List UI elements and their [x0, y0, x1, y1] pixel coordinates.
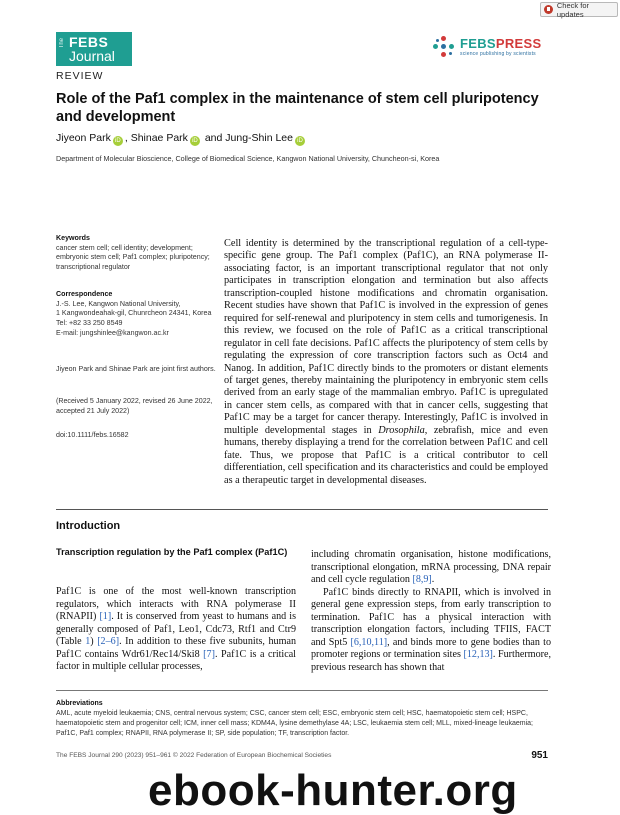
subsection-heading: Transcription regulation by the Paf1 complex (Paf1C) — [56, 547, 288, 557]
page-number: 951 — [531, 750, 548, 761]
abbreviations-text: AML, acute myeloid leukaemia; CNS, central nervous system; CSC, cancer stem cell; ESC, embryonic stem cell; HSC, haematopoietic stem cell; HSPC, haematopoietic stem and progenitor cell; ICM, inner cell mass; KDM4A, lysine demethylase 4A; LSC, leukaemia stem cell; MLL, mixed-lineage leukaemia; Paf1C, Paf1 complex; RNAPII, RNA polymerase II; SP, side population; TF, transcription factor. — [56, 710, 533, 737]
citation-link[interactable]: [7] — [203, 648, 215, 660]
section-divider — [56, 509, 548, 510]
author-name[interactable]: Jiyeon Park — [56, 132, 111, 144]
journal-logo-the: The — [59, 38, 65, 49]
correspondence-tel: Tel: +82 33 250 8549 — [56, 319, 123, 328]
journal-logo-febs: FEBS — [69, 34, 109, 50]
check-updates-label: Check for updates — [556, 0, 589, 19]
keywords-heading: Keywords — [56, 234, 90, 242]
febs-press-tagline: science publishing by scientists — [460, 51, 536, 57]
table-link[interactable]: 1 — [85, 636, 91, 647]
orcid-icon[interactable]: iD — [113, 136, 123, 146]
author-name[interactable]: Shinae Park — [130, 132, 188, 144]
orcid-icon[interactable]: iD — [190, 136, 200, 146]
section-heading-introduction: Introduction — [56, 520, 121, 532]
citation-link[interactable]: [1] — [99, 611, 112, 622]
keywords-text: cancer stem cell; cell identity; development; embryonic stem cell; Paf1 complex; pluripotency; transcriptional regulator — [56, 243, 210, 272]
citation-link[interactable]: [12,13] — [463, 649, 493, 660]
author-list: Jiyeon Park iD , Shinae Park iD and Jung-Shin Lee iD — [56, 132, 307, 146]
watermark-text: ebook-hunter.org — [148, 766, 518, 815]
received-dates: (Received 5 January 2022, revised 26 June 2022, accepted 21 July 2022) — [56, 397, 213, 415]
article-title: Role of the Paf1 complex in the maintenance of stem cell pluripotency and development — [56, 91, 539, 125]
febs-press-dots-icon — [433, 36, 455, 58]
author-name[interactable]: Jung-Shin Lee — [225, 132, 293, 144]
correspondence-block — [56, 290, 216, 339]
left-column-text: Paf1C is one of the most well-known transcription regulators, which interacts with RNA polymerase II (RNAPII) [1]. It is conserved from yeast to humans and is generally composed of Paf1, Leo1, Cdc73, Rtf1 and Ctr9 (Table 1) [2–6]. In addition to these five subunits, human Paf1C contains Wdr61/Rec14/Ski8 [7]. Paf1C is a critical factor in multiple cellular processes, — [56, 586, 296, 672]
journal-logo-journal: Journal — [69, 48, 115, 64]
citation-link[interactable]: [8,9] — [412, 574, 432, 585]
correspondence-name: J.-S. Lee, Kangwon National University, — [56, 299, 181, 308]
correspondence-email[interactable]: E-mail: jungshinlee@kangwon.ac.kr — [56, 328, 169, 337]
doi-link[interactable]: doi:10.1111/febs.16582 — [56, 431, 129, 439]
journal-logo — [56, 32, 132, 66]
correspondence-address: 1 Kangwondeahak-gil, Chunrcheon 24341, Korea — [56, 309, 212, 318]
page-footer — [56, 752, 548, 759]
orcid-icon[interactable]: iD — [295, 136, 305, 146]
footnote-divider — [56, 690, 548, 691]
right-column-text: including chromatin organisation, histone modifications, transcriptional elongation, mRNA processing, DNA repair and cell cycle regulation [8,9]. Paf1C binds directly to RNAPII, which is involved in general gene expression steps, from early transcription to termination. Paf1C has a physical interaction with transcription elongation factors, including TFIIS, FACT and Spt5 [6,10,11], and binds more to gene bodies than to promoter regions or termination sites [12,13]. Furthermore, previous research has shown that — [311, 549, 551, 673]
febs-press-name: FEBSPRESS — [460, 36, 542, 51]
citation-link[interactable]: [6,10,11] — [350, 636, 388, 648]
correspondence-heading: Correspondence — [56, 290, 113, 298]
check-updates-icon — [544, 5, 553, 14]
abstract: Cell identity is determined by the transcriptional regulation of a cell-type-specific gene group. The Paf1 complex (Paf1C), an RNA polymerase II-associating factor, is an important transcriptional regulator that not only participates in transcription elongation and termination but also affects transcription-coupled histone modifications and chromatin organisation. Recent studies have shown that Paf1C is involved in the expression of genes required for self-renewal and pluripotency in stem cells and tumorigenesis. In this review, we focused on the role of Paf1C as a critical transcriptional regulator in cell fate decisions. Paf1C affects the pluripotency of stem cells by regulating the expression of core transcription factors such as Oct4 and Nanog. In addition, Paf1C directly binds to the promoters or distant elements of target genes, thereby maintaining the pluripotency in embryonic stem cells derived from an early stage of the mammalian embryo. Paf1C is upregulated in cancer stem cells, as compared with that in cancer cells, suggesting that Paf1C may be a target for cancer therapy. Interestingly, Paf1C is involved in multiple developmental stages in Drosophila, zebrafish, mice and even humans, thereby displaying a trend for the correlation between Paf1C and cell fate. Thus, we propose that Paf1C is a critical contributor to cell differentiation, cell specification and its characteristics and could be employed as a therapeutic target in developmental diseases. — [224, 238, 549, 486]
citation-link[interactable]: [2–6] — [97, 636, 120, 647]
keywords-block — [56, 234, 216, 273]
abbreviations-heading: Abbreviations — [56, 700, 103, 707]
footer-citation: The FEBS Journal 290 (2023) 951–961 © 2022 Federation of European Biochemical Societies — [56, 752, 332, 759]
article-type: REVIEW — [56, 70, 104, 82]
check-for-updates-button[interactable] — [540, 2, 618, 17]
abbreviations-block — [56, 699, 556, 739]
abstract-italic: Drosophila — [378, 424, 425, 436]
joint-authors-note: Jiyeon Park and Shinae Park are joint first authors. — [56, 365, 216, 373]
affiliation: Department of Molecular Bioscience, College of Biomedical Science, Kangwon National University, Chuncheon-si, Korea — [56, 154, 440, 163]
febs-press-logo — [433, 36, 541, 58]
